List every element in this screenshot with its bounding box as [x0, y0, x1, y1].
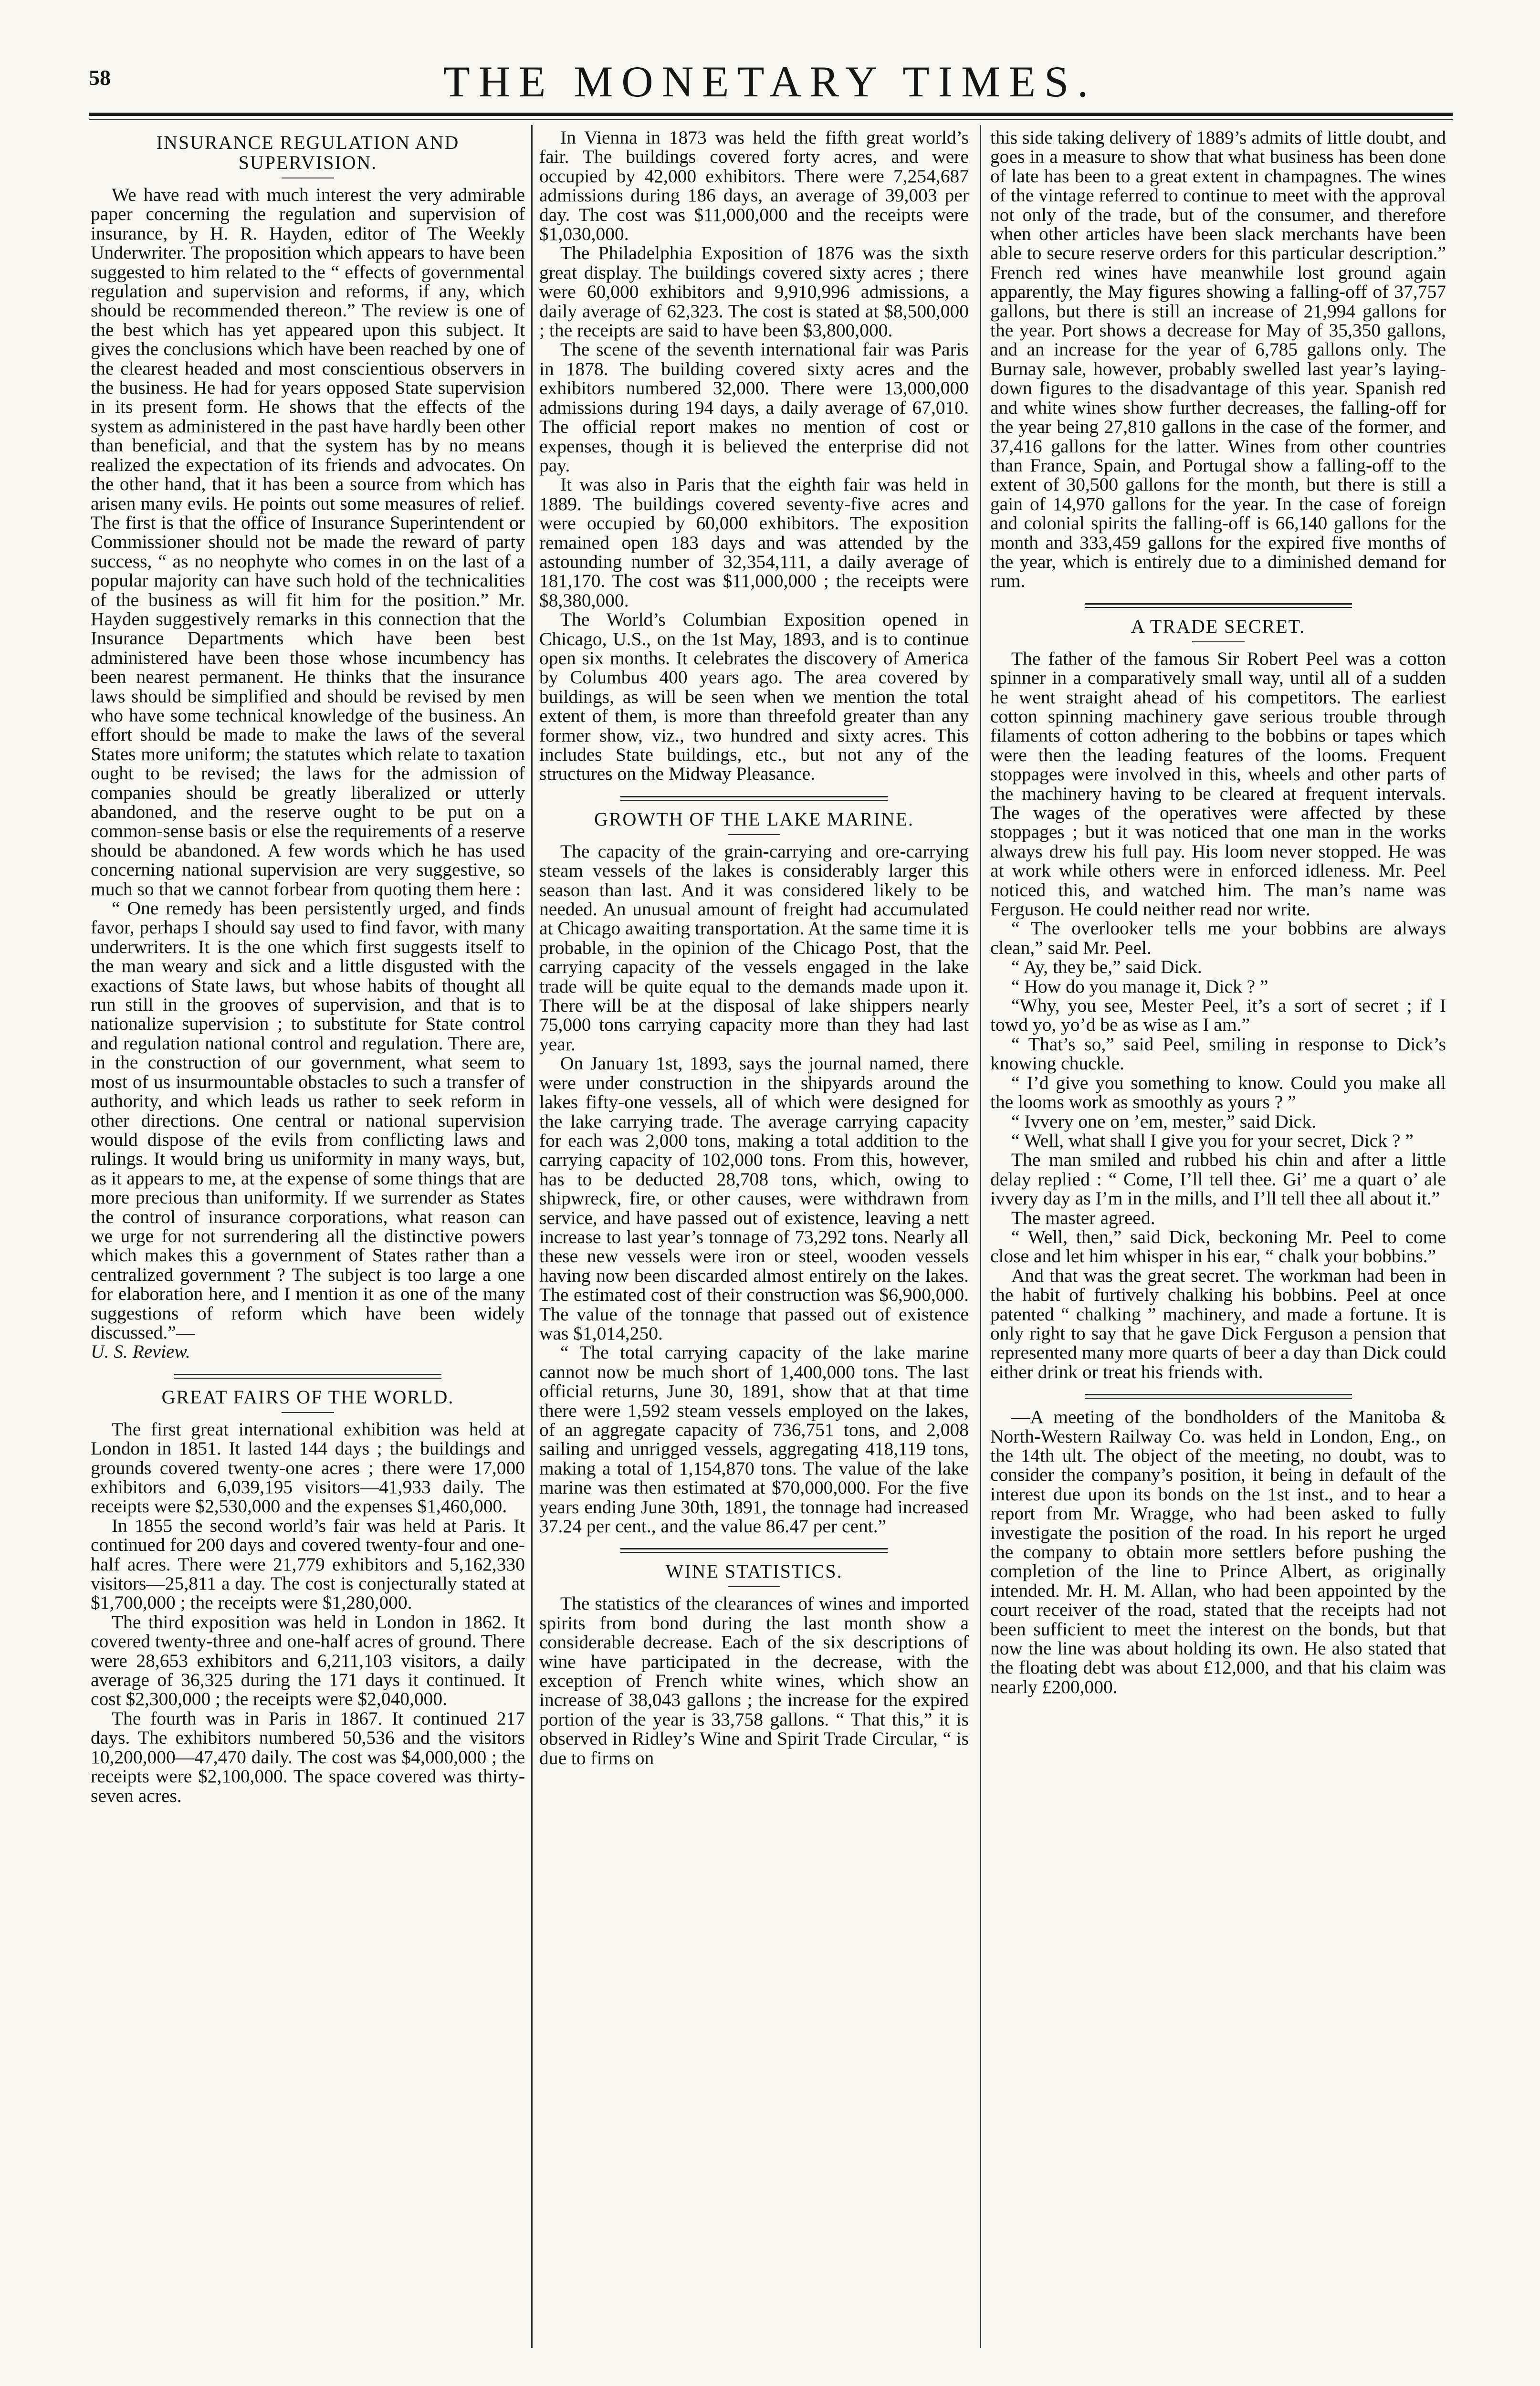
heading-rule	[282, 1412, 334, 1413]
article-paragraph: And that was the great secret. The workman had been in the habit of furtively chalking his bobbins. Peel at once patented “ chalking ” machinery, and made a fortune. It is only right to say that he gave Dick Ferguson a pension that represented many more quarts of beer a day than Dick could either drink or treat his friends with.	[990, 1265, 1446, 1382]
article-paragraph: The fourth was in Paris in 1867. It continued 217 days. The exhibitors numbered 50,536 and the visitors 10,200,000—47,470 daily. The cost was $4,000,000 ; the receipts were $2,100,000. The space covered was thirty-seven acres.	[91, 1707, 525, 1806]
article-paragraph: The third exposition was held in London in 1862. It covered twenty-three and one-half acres of ground. There were 28,653 exhibitors and 6,211,103 visitors, a daily average of 36,325 during the 171 days it continued. It cost $2,300,000 ; the receipts were $2,040,000.	[91, 1611, 525, 1710]
article-paragraph: The capacity of the grain-carrying and ore-carrying steam vessels of the lakes is considerably larger this season than last. And it was considered likely to be needed. An unusual amount of freight had accumulated at Chicago awaiting transportation. At the same time it is probable, in the opinion of the Chicago Post, that the carrying capacity of the vessels engaged in the lake trade will be quite equal to the demands made upon it. There will be at the disposal of lake shippers nearly 75,000 tons carrying capacity more than they had last year.	[539, 840, 969, 1055]
article-paragraph: In 1855 the second world’s fair was held at Paris. It continued for 200 days and covered twenty-four and one-half acres. There were 21,779 exhibitors and 5,162,330 visitors—25,811 a day. The cost is conjecturally stated at $1,700,000 ; the receipts were $1,280,000.	[91, 1515, 525, 1613]
section-separator	[620, 1548, 888, 1553]
column-2	[539, 128, 969, 2347]
article-paragraph: The first great international exhibition was held at London in 1851. It lasted 144 days ; the buildings and grounds covered twenty-one acres ; there were 17,000 exhibitors and 6,039,195 visitors—41,933 daily. The receipts were $2,530,000 and the expenses $1,460,000.	[91, 1418, 525, 1517]
article-paragraph: —A meeting of the bondholders of the Manitoba & North-Western Railway Co. was held in London, Eng., on the 14th ult. The object of the meeting, no doubt, was to consider the company’s position, it being in default of the interest due upon its bonds on the 1st inst., and to hear a report from Mr. Wragge, who had been asked to fully investigate the position of the road. In his report he urged the company to obtain more settlers before pushing the completion of the line to Prince Albert, as originally intended. Mr. H. M. Allan, who had been appointed by the court receiver of the road, stated that the receipts had not been sufficient to meet the interest on the bonds, but that now the line was about holding its own. He also stated that the floating debt was about £12,000, and that his claim was nearly £200,000.	[990, 1406, 1446, 1697]
article-paragraph: The World’s Columbian Exposition opened in Chicago, U.S., on the 1st May, 1893, and is to continue open six months. It celebrates the discovery of America by Columbus 400 years ago. The area covered by buildings, as will be seen when we mention the total extent of them, is more than threefold greater than any former show, viz., two hundred and sixty acres. This includes State buildings, etc., but not any of the structures on the Midway Pleasance.	[539, 609, 969, 785]
column-top-gap	[990, 128, 1446, 591]
page-number: 58	[89, 65, 111, 90]
heading-rule	[728, 834, 780, 835]
article-heading-wine: WINE STATISTICS.	[665, 1560, 843, 1582]
article-paragraph: The man smiled and rubbed his chin and after a little delay replied : “ Come, I’ll tell thee. Gi’ me a quart o’ ale ivvery day as I’m in the mills, and I’ll tell thee all about it.”	[990, 1149, 1446, 1209]
column-3	[990, 128, 1446, 2347]
article-paragraph: “ Well, then,” said Dick, beckoning Mr. Peel to come close and let him whisper in his ear, “ chalk your bobbins.”	[990, 1226, 1446, 1267]
section-separator	[174, 1374, 441, 1379]
newspaper-title: THE MONETARY TIMES.	[443, 57, 1097, 106]
article-paragraph: “ Ay, they be,” said Dick.	[1011, 956, 1202, 978]
article-paragraph: “ One remedy has been persistently urged, and finds favor, perhaps I should say used to find favor, with many underwriters. It is the one which first suggests itself to the man weary and sick and a little disgusted with the exactions of State laws, but whose habits of thought all run still in the grooves of supervision, and that is to nationalize supervision ; to substitute for State control and regulation national control and regulation. There are, in the construction of our government, what seem to most of us insurmountable obstacles to such a transfer of authority, and which leads us rather to seek reform in other directions. One central or national supervision would dispose of the evils from conflicting laws and rulings. It would bring us uniformity in many ways, but, as it appears to me, at the expense of some things that are more precious than uniformity. If we surrender as States the control of insurance corporations, what reason can we urge for not surrendering all the distinctive powers which makes this a government of States rather than a centralized government ? The subject is too large a one for elaboration here, and I mention it as one of the many suggestions of reform which have been widely discussed.”—	[91, 898, 525, 1343]
heading-rule	[728, 1586, 780, 1587]
article-paragraph: “ That’s so,” said Peel, smiling in response to Dick’s knowing chuckle.	[990, 1033, 1446, 1074]
article-paragraph: “Why, you see, Mester Peel, it’s a sort of secret ; if I towd yo, yo’d be as wise as I am.”	[990, 995, 1446, 1036]
heading-rule	[1192, 641, 1245, 642]
article-paragraph: We have read with much interest the very admirable paper concerning the regulation and supervision of insurance, by H. R. Hayden, editor of The Weekly Underwriter. The proposition which appears to have been suggested to him related to the “ effects of governmental regulation and supervision and reforms, if any, which should be recommended thereon.” The review is one of the best which has yet appeared upon this subject. It gives the conclusions which have been reached by one of the clearest headed and most conscientious observers in the business. He had for years opposed State supervision in its present form. He shows that the effects of the system as administered in the past have hardly been other than beneficial, and that the system has by no means realized the expectation of its friends and advocates. On the other hand, that it has been a source from which has arisen many evils. He points out some measures of relief. The first is that the office of Insurance Superintendent or Commissioner should not be made the reward of party success, “ as no neophyte who comes in on the last of a popular majority can have such hold of the technicalities of the business as will fit him for the position.” Mr. Hayden suggestively remarks in this connection that the Insurance Departments which have been best administered have been those whose incumbency has been nearest permanent. He thinks that the insurance laws should be simplified and should be revised by men who have some technical knowledge of the business. An effort should be made to make the laws of the several States more uniform; the statutes which relate to taxation ought to be revised; the laws for the admission of companies should be greatly liberalized or utterly abandoned, and the reserve ought to be put on a common-sense basis or else the requirements of a reserve should be abandoned. A few words which he has used concerning national supervision are very suggestive, so much so that we cannot forbear from quoting them here :	[91, 184, 525, 900]
article-paragraph: The father of the famous Sir Robert Peel was a cotton spinner in a comparatively small way, until all of a sudden he went straight ahead of his competitors. The earliest cotton spinning machinery gave serious trouble through filaments of cotton adhering to the bobbins or tapes which were then the leading features of the looms. Frequent stoppages were involved in this, wheels and other parts of the machinery having to be cleared at frequent intervals. The wages of the operatives were affected by these stoppages ; but it was noticed that one man in the works always drew his full pay. His loom never stopped. He was at work while others were in enforced idleness. Mr. Peel noticed this, and watched him. The man’s name was Ferguson. He could neither read nor write.	[990, 648, 1446, 920]
article-paragraph: “ How do you manage it, Dick ? ”	[1011, 975, 1268, 997]
source-citation: U. S. Review.	[91, 1341, 190, 1362]
section-separator	[1085, 1394, 1352, 1399]
column-divider	[531, 125, 533, 2348]
article-paragraph: “ The total carrying capacity of the lake marine cannot now be much short of 1,400,000 tons. The last official returns, June 30, 1891, show that at that time there were 1,592 steam vessels employed on the lakes, of an aggregate capacity of 736,751 tons, and 2,008 sailing and unrigged vessels, aggregating 418,119 tons, making a total of 1,154,870 tons. The value of the lake marine was then estimated at $70,000,000. For the five years ending June 30th, 1891, the tonnage had increased 37.24 per cent., and the value 86.47 per cent.”	[539, 1342, 969, 1537]
masthead	[0, 0, 1540, 124]
masthead-rule-thin	[89, 119, 1453, 120]
article-paragraph: The statistics of the clearances of wines and imported spirits from bond during the last month show a considerable decrease. Each of the six descriptions of wine have participated in the decrease, with the exception of French white wines, which show an increase of 38,043 gallons ; the increase for the expired portion of the year is 33,758 gallons. “ That this,” it is observed in Ridley’s Wine and Spirit Trade Circular, “ is due to firms on	[539, 1593, 969, 1769]
article-paragraph-continued: this side taking delivery of 1889’s admits of little doubt, and goes in a measure to show that what business has been done of late has been to a great extent in champagnes. The wines of the vintage referred to continue to meet with the approval not only of the trade, but of the consumer, and therefore when other articles have been slack merchants have been able to secure reserve orders for this particular description.” French red wines have meanwhile lost ground again apparently, the May figures showing a falling-off of 37,757 gallons, but there is still an increase of 21,994 gallons for the year. Port shows a decrease for May of 35,350 gallons, and an increase for the year of 6,785 gallons only. The Burnay sale, however, probably swelled last year’s laying-down figures to the disadvantage of this year. Spanish red and white wines show further decreases, the falling-off for the year being 27,810 gallons in the case of the former, and 37,416 gallons for the latter. Wines from other countries than France, Spain, and Portugal show a falling-off to the extent of 30,500 gallons for the month, but there is still a gain of 14,970 gallons for the year. In the case of foreign and colonial spirits the falling-off is 66,140 gallons for the month and 333,459 gallons for the expired five months of the year, which is entirely due to a diminished demand for rum.	[990, 128, 1446, 592]
article-heading-lake-marine: GROWTH OF THE LAKE MARINE.	[594, 808, 914, 830]
article-paragraph: “ Ivvery one on ’em, mester,” said Dick.	[1011, 1110, 1316, 1132]
article-source	[91, 1342, 525, 1361]
article-heading-insurance: INSURANCE REGULATION AND SUPERVISION.	[156, 132, 460, 173]
article-heading-trade-secret: A TRADE SECRET.	[1131, 615, 1306, 637]
masthead-rule-thick	[89, 113, 1453, 116]
article-paragraph: It was also in Paris that the eighth fair was held in 1889. The buildings covered seventy-five acres and were occupied by 60,000 exhibitors. The exposition remained open 183 days and was attended by the astounding number of 32,354,111, a daily average of 181,170. The cost was $11,000,000 ; the receipts were $8,380,000.	[539, 474, 969, 611]
column-1	[91, 128, 525, 2347]
article-paragraph: The scene of the seventh international fair was Paris in 1878. The building covered sixty acres and the exhibitors numbered 32,000. There were 13,000,000 admissions during 194 days, a daily average of 67,010. The official report makes no mention of cost or expenses, though it is believed the enterprise did not pay.	[539, 339, 969, 476]
section-separator	[1085, 603, 1352, 608]
article-paragraph: “ Well, what shall I give you for your secret, Dick ? ”	[1011, 1130, 1414, 1151]
article-paragraph: “ The overlooker tells me your bobbins are always clean,” said Mr. Peel.	[990, 918, 1446, 958]
article-heading-fairs: GREAT FAIRS OF THE WORLD.	[161, 1386, 454, 1408]
article-paragraph: In Vienna in 1873 was held the fifth great world’s fair. The buildings covered forty acres, and were occupied by 42,000 exhibitors. There were 7,254,687 admissions during 186 days, an average of 39,003 per day. The cost was $11,000,000 and the receipts were $1,030,000.	[539, 128, 969, 245]
article-paragraph: “ I’d give you something to know. Could you make all the looms work as smoothly as yours ? ”	[990, 1072, 1446, 1113]
article-paragraph: On January 1st, 1893, says the journal named, there were under construction in the shipyards around the lakes fifty-one vessels, all of which were designed for the lake carrying trade. The average carrying capacity for each was 2,000 tons, making a total addition to the carrying capacity of 102,000 tons. From this, however, has to be deducted 28,708 tons, which, owing to shipwreck, fire, or other causes, were withdrawn from service, and have passed out of existence, leaving a nett increase to last year’s tonnage of 73,292 tons. Nearly all these new vessels were iron or steel, wooden vessels having now been discarded almost entirely on the lakes. The estimated cost of their construction was $6,900,000. The value of the tonnage that passed out of existence was $1,014,250.	[539, 1053, 969, 1344]
column-divider	[980, 125, 981, 2348]
article-paragraph: The master agreed.	[1011, 1207, 1155, 1228]
section-separator	[620, 796, 888, 801]
article-paragraph: The Philadelphia Exposition of 1876 was the sixth great display. The buildings covered sixty acres ; there were 60,000 exhibitors and 9,910,996 admissions, a daily average of 62,323. The cost is stated at $8,500,000 ; the receipts are said to have been $3,800,000.	[539, 242, 969, 341]
